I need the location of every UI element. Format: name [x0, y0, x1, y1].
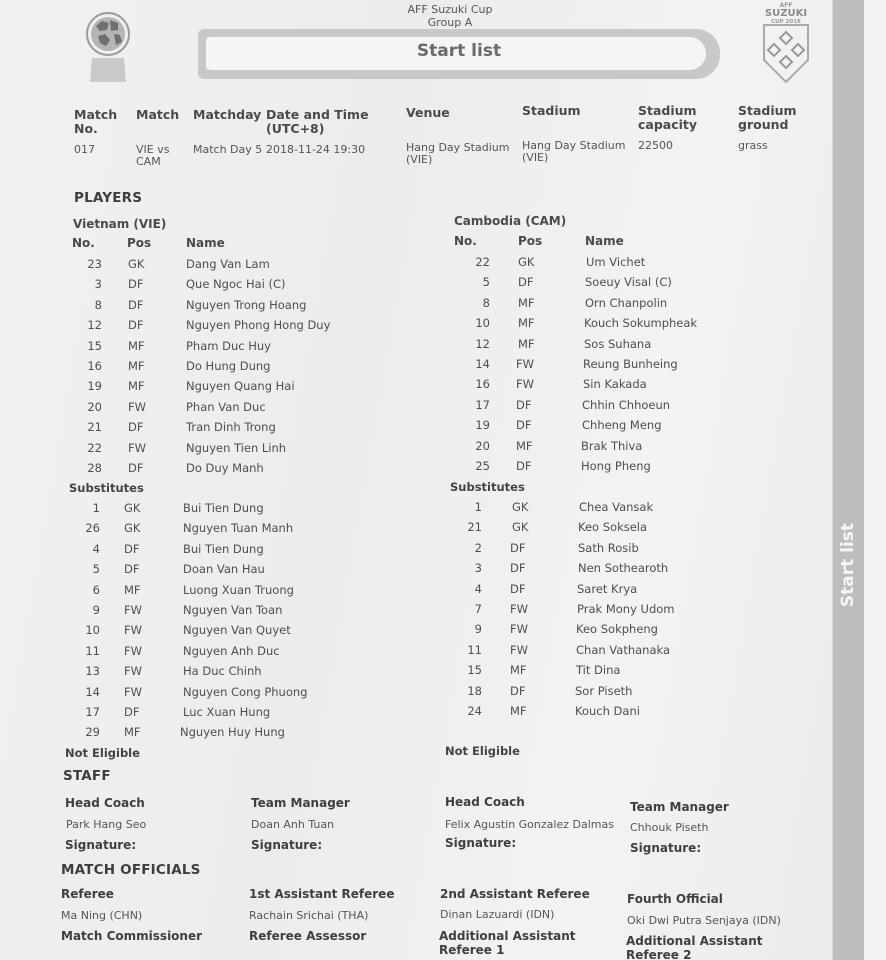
group-name: Group A [427, 16, 473, 29]
page-title: Start list [416, 41, 502, 61]
away-team-manager: Chhouk Piseth [630, 821, 709, 834]
away-col-name: Name [585, 234, 624, 248]
home-col-no: No. [72, 236, 95, 250]
away-col-pos: Pos [518, 234, 543, 248]
officials-section-title: MATCH OFFICIALS [61, 862, 201, 878]
home-team-manager-label: Team Manager [251, 796, 350, 810]
staff-section-title: STAFF [63, 768, 111, 784]
home-substitutes-title: Substitutes [69, 481, 144, 495]
home-col-pos: Pos [127, 236, 152, 250]
ar2-name: Dinan Lazuardi (IDN) [440, 908, 555, 921]
home-team-manager: Doan Anh Tuan [251, 818, 335, 831]
home-col-name: Name [186, 236, 225, 250]
away-not-eligible-title: Not Eligible [445, 744, 520, 758]
away-head-coach-label: Head Coach [445, 795, 525, 809]
home-head-coach-label: Head Coach [65, 796, 145, 810]
match-info-ground: Stadium ground grass [738, 103, 797, 152]
players-section-title: PLAYERS [74, 190, 143, 206]
away-team-manager-label: Team Manager [630, 800, 729, 814]
match-info-match-no: Match No. 017 [74, 107, 118, 156]
home-head-coach-signature: Signature: [65, 838, 137, 852]
fourth-official-name: Oki Dwi Putra Senjaya (IDN) [627, 914, 781, 927]
aff-federation-logo [80, 8, 136, 84]
ar1-name: Rachain Srichai (THA) [249, 909, 369, 922]
home-not-eligible-title: Not Eligible [65, 746, 140, 760]
match-info-matchday: Matchday Match Day 5 [193, 107, 263, 156]
home-team-manager-signature: Signature: [251, 838, 323, 852]
title-banner [198, 29, 720, 79]
match-info-capacity: Stadium capacity 22500 [638, 103, 698, 152]
ar1-label: 1st Assistant Referee [249, 887, 395, 901]
aar1-label: Additional Assistant Referee 1 [439, 929, 576, 957]
match-info-match: Match VIE vs CAM [136, 107, 180, 168]
competition-name: AFF Suzuki Cup [407, 3, 493, 16]
competition-heading [380, 3, 520, 29]
referee-assessor-label: Referee Assessor [249, 929, 367, 943]
match-info-venue: Venue Hang Day Stadium (VIE) [406, 105, 510, 166]
start-list-document: AFF Suzuki Cup Group A Start list AFF SUZUKI CUP 2018 Start list Match No. 017 Match VIE vs CAM Matchday Match Day 5 Date and Time (UTC+8) 2018-11-24 19:30 Venue Hang Day Stadium (VIE) Stadium Hang Day Stadium (VIE) Stadium capacity 22500 Stadium ground grass PLAYERS Vietnam (VIE) No. Pos Name Cambodia (CAM) No. Pos Name 23 GK Dang Van Lam 3 DF Que Ngoc Hai (C) 8 DF Nguyen Trong Hoang 12 DF Nguyen Phong Hong Duy 15 MF Pham Duc Huy 16 MF Do Hung Dung 19 MF Nguyen Quang Hai 20 FW Phan Van Duc 21 DF Tran Dinh Trong 22 FW Nguyen Tien Linh 28 DF Do Duy Manh Substitutes 1 GK Bui Tien Dung 26 GK Nguyen Tuan Manh 4 DF Bui Tien Dung 5 DF Doan Van Hau 6 MF Luong Xuan Truong 9 FW Nguyen Van Toan 10 FW Nguyen Van Quyet 11 FW Nguyen Anh Duc 13 FW Ha Duc Chinh 14 FW Nguyen Cong Phuong 17 DF Luc Xuan Hung 29 MF Nguyen Huy Hung Not Eligible 22 GK Um Vichet 5 DF Soeuy Visal (C) 8 MF Orn Chanpolin 10 MF Kouch Sokumpheak 12 MF Sos Suhana 14 FW Reung Bunheing 16 FW Sin Kakada 17 DF Chhin Chhoeun 19 DF Chheng Meng 20 MF Brak Thiva 25 DF Hong Pheng Substitutes 1 GK Chea Vansak 21 GK Keo Soksela 2 DF Sath Rosib 3 DF Nen Sothearoth 4 DF Saret Krya 7 FW Prak Mony Udom 9 FW Keo Sokpheng 11 FW Chan Vathanaka 15 MF Tit Dina 18 DF Sor Piseth 24 MF Kouch Dani Not Eligible STAFF Head Coach Park Hang Seo Signature: Team Manager Doan Anh Tuan Signature: Head Coach Felix Agustin Gonzalez Dalmas Signature: Team Manager Chhouk Piseth Signature: MATCH OFFICIALS Referee Ma Ning (CHN) 1st Assistant Referee Rachain Srichai (THA) 2nd Assistant Referee Dinan Lazuardi (IDN) Fourth Official Oki Dwi Putra Senjaya (IDN) Match Commissioner Referee Assessor Additional Assistant Referee 1 Additional Assistant Referee 2 [0, 0, 886, 960]
home-head-coach: Park Hang Seo [66, 818, 147, 831]
away-head-coach: Felix Agustin Gonzalez Dalmas [445, 818, 614, 831]
suzuki-cup-logo [760, 0, 812, 84]
side-tab-strip [832, 0, 864, 960]
svg-text:CUP 2018: CUP 2018 [771, 19, 801, 25]
match-info-datetime: Date and Time (UTC+8) 2018-11-24 19:30 [266, 107, 369, 156]
svg-text:SUZUKI: SUZUKI [764, 8, 808, 19]
referee-label: Referee [61, 887, 114, 901]
away-team-title: Cambodia (CAM) [454, 214, 567, 228]
side-tab-label: Start list [838, 522, 859, 608]
home-team-title: Vietnam (VIE) [73, 217, 167, 231]
away-head-coach-signature: Signature: [445, 836, 517, 850]
svg-text:AFF: AFF [779, 2, 793, 9]
match-info-stadium: Stadium Hang Day Stadium (VIE) [522, 103, 626, 164]
away-substitutes-title: Substitutes [450, 480, 525, 494]
ar2-label: 2nd Assistant Referee [440, 887, 590, 901]
referee-name: Ma Ning (CHN) [61, 909, 143, 922]
match-commissioner-label: Match Commissioner [61, 929, 203, 943]
fourth-official-label: Fourth Official [627, 892, 723, 906]
away-team-manager-signature: Signature: [630, 841, 702, 855]
away-col-no: No. [454, 234, 477, 248]
aar2-label: Additional Assistant Referee 2 [626, 934, 763, 960]
